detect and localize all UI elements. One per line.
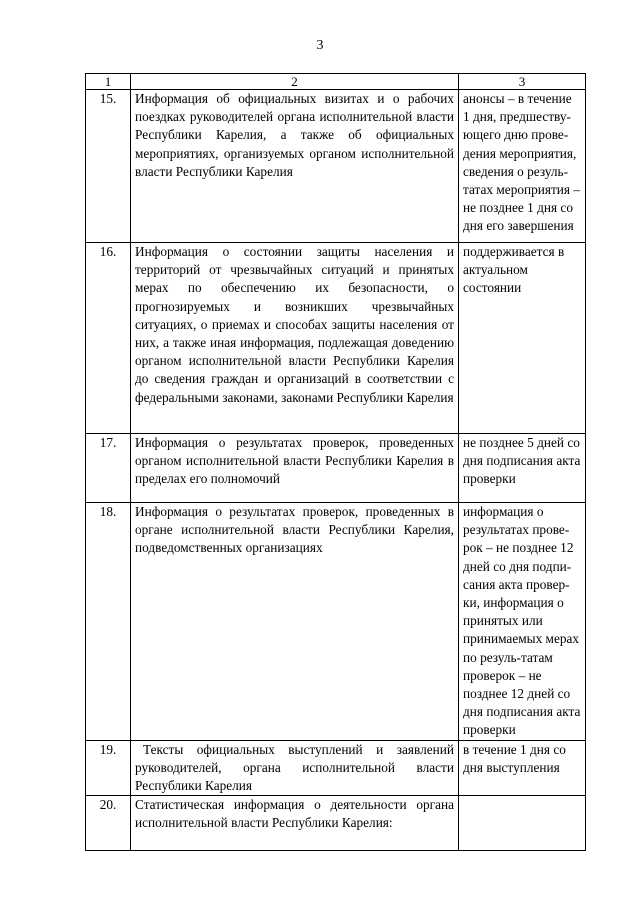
table-row	[86, 243, 586, 434]
table-row	[86, 740, 586, 796]
table-row	[86, 503, 586, 741]
row-information: Статистическая информация о деятельности органа исполнительной власти Республики Карелия:	[131, 796, 459, 851]
row-information: Информация о состоянии защиты населения и территорий от чрезвычайных ситуаций и принятых мерах по обеспечению их безопасности, о прогнозируемых и возникших чрезвычайных ситуациях, о приемах и способах защиты населения от них, а также иная информация, подлежащая доведению органом исполнительной власти Республики Карелия до сведения граждан и организаций в соответствии с федеральными законами, законами Республики Карелия	[131, 243, 459, 434]
row-information: Информация об официальных визитах и о рабочих поездках руководителей органа исполнительной власти Республики Карелия, а также об официальных мероприятиях, организуемых органом исполнительной власти Республики Карелия	[131, 90, 459, 243]
header-col-3: 3	[459, 74, 586, 90]
row-deadline: поддерживается в актуальном состоянии	[459, 243, 586, 434]
row-information: Информация о результатах проверок, проведенных в органе исполнительной власти Республики Карелия, подведомственных организациях	[131, 503, 459, 741]
row-deadline: информация о результатах прове-рок – не позднее 12 дней со дня подпи-сания акта провер-ки, информация о принятых или принимаемых мерах по резуль-татам проверок – не позднее 12 дней со дня подписания акта проверки	[459, 503, 586, 741]
page-number: 3	[316, 38, 324, 53]
table-row	[86, 90, 586, 243]
header-col-1: 1	[86, 74, 131, 90]
row-number: 18.	[86, 503, 131, 741]
row-number: 17.	[86, 434, 131, 503]
row-information: Информация о результатах проверок, проведенных органом исполнительной власти Республики Карелия в пределах его полномочий	[131, 434, 459, 503]
row-deadline: не позднее 5 дней со дня подписания акта проверки	[459, 434, 586, 503]
row-number: 20.	[86, 796, 131, 851]
header-col-2: 2	[131, 74, 459, 90]
table-row	[86, 434, 586, 503]
table-header-row	[86, 74, 586, 90]
row-deadline: в течение 1 дня со дня выступления	[459, 740, 586, 796]
row-deadline: анонсы – в течение 1 дня, предшеству-ющего дню прове-дения мероприятия, сведения о резуль-татах мероприятия – не позднее 1 дня со дня его завершения	[459, 90, 586, 243]
row-number: 19.	[86, 740, 131, 796]
row-information: Тексты официальных выступлений и заявлений руководителей, органа исполнительной власти Республики Карелия	[131, 740, 459, 796]
table-row	[86, 796, 586, 851]
row-number: 15.	[86, 90, 131, 243]
row-deadline	[459, 796, 586, 851]
document-table	[85, 73, 586, 851]
row-number: 16.	[86, 243, 131, 434]
